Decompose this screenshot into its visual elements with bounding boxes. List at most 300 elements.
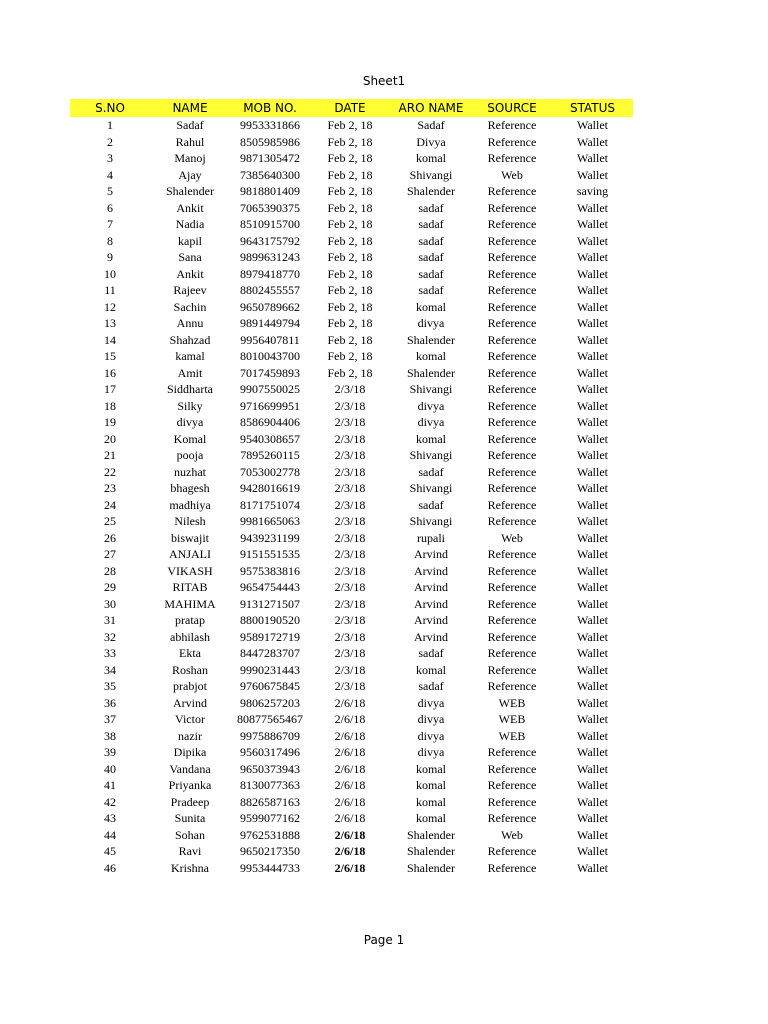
cell-aro-name: Shalender xyxy=(407,860,455,875)
cell-source: Web xyxy=(501,167,523,182)
cell-mob-no: 8586904406 xyxy=(240,415,300,430)
cell-mob-no: 7017459893 xyxy=(240,365,300,380)
cell-status: Wallet xyxy=(576,464,609,479)
cell-sno: 4 xyxy=(107,167,113,182)
table-row xyxy=(70,447,633,464)
cell-aro-name: sadaf xyxy=(418,646,444,661)
cell-date: 2/3/18 xyxy=(334,580,366,595)
table-row xyxy=(70,315,633,332)
cell-mob-no: 80877565467 xyxy=(237,712,303,727)
cell-aro-name: sadaf xyxy=(418,217,444,232)
column-header-source: SOURCE xyxy=(472,99,552,117)
cell-date: 2/3/18 xyxy=(334,514,366,529)
cell-source: Reference xyxy=(487,596,537,611)
cell-mob-no: 9907550025 xyxy=(240,382,300,397)
cell-date: Feb 2, 18 xyxy=(327,134,373,149)
cell-mob-no: 9899631243 xyxy=(240,250,300,265)
cell-name: kapil xyxy=(178,233,202,248)
sheet-title: Sheet1 xyxy=(362,74,406,88)
cell-date: Feb 2, 18 xyxy=(327,151,373,166)
cell-status: Wallet xyxy=(576,844,609,859)
column-header-mob-no: MOB NO. xyxy=(230,99,310,117)
cell-source: Reference xyxy=(487,299,537,314)
cell-mob-no: 8800190520 xyxy=(240,613,300,628)
column-header-name: NAME xyxy=(150,99,230,117)
cell-mob-no: 8171751074 xyxy=(240,497,300,512)
cell-status: Wallet xyxy=(576,695,609,710)
cell-aro-name: Sadaf xyxy=(417,118,445,133)
cell-name: biswajit xyxy=(171,530,209,545)
cell-aro-name: Shivangi xyxy=(409,382,453,397)
page-footer: Page 1 xyxy=(363,933,405,947)
table-row xyxy=(70,134,633,151)
cell-name: MAHIMA xyxy=(164,596,216,611)
cell-mob-no: 9439231199 xyxy=(240,530,300,545)
cell-name: VIKASH xyxy=(167,563,213,578)
cell-mob-no: 9599077162 xyxy=(240,811,300,826)
cell-source: Reference xyxy=(487,448,537,463)
cell-name: Amit xyxy=(177,365,203,380)
cell-aro-name: komal xyxy=(416,794,446,809)
cell-status: saving xyxy=(576,184,609,199)
cell-status: Wallet xyxy=(576,167,609,182)
cell-date: 2/3/18 xyxy=(334,596,366,611)
cell-status: Wallet xyxy=(576,200,609,215)
cell-source: Reference xyxy=(487,745,537,760)
cell-source: Reference xyxy=(487,398,537,413)
cell-sno: 1 xyxy=(107,118,113,133)
table-row xyxy=(70,464,633,481)
cell-mob-no: 8826587163 xyxy=(240,794,300,809)
cell-date: 2/6/18 xyxy=(334,712,366,727)
cell-sno: 30 xyxy=(104,596,116,611)
cell-status: Wallet xyxy=(576,134,609,149)
table-row xyxy=(70,530,633,547)
table-row xyxy=(70,596,633,613)
cell-status: Wallet xyxy=(576,431,609,446)
cell-sno: 14 xyxy=(104,332,116,347)
cell-name: Ankit xyxy=(176,266,204,281)
cell-mob-no: 9818801409 xyxy=(240,184,300,199)
cell-sno: 19 xyxy=(104,415,116,430)
cell-mob-no: 9956407811 xyxy=(240,332,300,347)
table-row xyxy=(70,480,633,497)
cell-mob-no: 9654754443 xyxy=(240,580,300,595)
cell-source: Reference xyxy=(487,382,537,397)
cell-mob-no: 9643175792 xyxy=(240,233,300,248)
cell-date: 2/3/18 xyxy=(334,464,366,479)
cell-source: Reference xyxy=(487,118,537,133)
cell-status: Wallet xyxy=(576,827,609,842)
cell-sno: 22 xyxy=(104,464,116,479)
cell-name: Ekta xyxy=(179,646,201,661)
cell-status: Wallet xyxy=(576,778,609,793)
cell-mob-no: 9151551535 xyxy=(240,547,300,562)
table-row xyxy=(70,546,633,563)
table-row xyxy=(70,431,633,448)
cell-name: Sohan xyxy=(175,827,205,842)
cell-source: Reference xyxy=(487,332,537,347)
cell-name: Nilesh xyxy=(174,514,206,529)
cell-source: Reference xyxy=(487,217,537,232)
cell-mob-no: 9131271507 xyxy=(240,596,300,611)
cell-status: Wallet xyxy=(576,728,609,743)
cell-name: Priyanka xyxy=(168,778,212,793)
column-header-sno: S.NO xyxy=(70,99,150,117)
column-header-status: STATUS xyxy=(552,99,633,117)
cell-mob-no: 9953331866 xyxy=(240,118,300,133)
cell-aro-name: Shalender xyxy=(407,365,455,380)
cell-mob-no: 9716699951 xyxy=(240,398,300,413)
cell-date: Feb 2, 18 xyxy=(327,167,373,182)
cell-date: 2/3/18 xyxy=(334,530,366,545)
table-row xyxy=(70,563,633,580)
cell-date: Feb 2, 18 xyxy=(327,250,373,265)
cell-sno: 43 xyxy=(104,811,116,826)
cell-mob-no: 7385640300 xyxy=(240,167,300,182)
cell-name: Annu xyxy=(176,316,204,331)
cell-sno: 32 xyxy=(104,629,116,644)
cell-date: Feb 2, 18 xyxy=(327,316,373,331)
table-row xyxy=(70,744,633,761)
cell-sno: 38 xyxy=(104,728,116,743)
cell-date: Feb 2, 18 xyxy=(327,349,373,364)
table-row xyxy=(70,678,633,695)
table-row xyxy=(70,827,633,844)
cell-mob-no: 9560317496 xyxy=(240,745,300,760)
table-row xyxy=(70,777,633,794)
cell-date: 2/3/18 xyxy=(334,662,366,677)
cell-aro-name: divya xyxy=(417,316,445,331)
cell-date: 2/6/18 xyxy=(334,761,366,776)
cell-source: Reference xyxy=(487,233,537,248)
table-row xyxy=(70,513,633,530)
cell-aro-name: divya xyxy=(417,398,445,413)
cell-date: Feb 2, 18 xyxy=(327,233,373,248)
cell-aro-name: sadaf xyxy=(418,464,444,479)
cell-mob-no: 9762531888 xyxy=(240,827,300,842)
cell-aro-name: Arvind xyxy=(414,563,448,578)
cell-sno: 13 xyxy=(104,316,116,331)
header-row xyxy=(70,99,633,117)
cell-date: Feb 2, 18 xyxy=(327,365,373,380)
cell-source: Reference xyxy=(487,794,537,809)
cell-status: Wallet xyxy=(576,316,609,331)
cell-source: Reference xyxy=(487,547,537,562)
cell-name: Nadia xyxy=(175,217,205,232)
cell-source: Reference xyxy=(487,563,537,578)
cell-aro-name: Divya xyxy=(416,134,446,149)
cell-aro-name: Arvind xyxy=(414,613,448,628)
cell-name: Sadaf xyxy=(176,118,204,133)
cell-aro-name: Arvind xyxy=(414,629,448,644)
cell-date: 2/6/18 xyxy=(334,827,366,842)
cell-status: Wallet xyxy=(576,563,609,578)
cell-status: Wallet xyxy=(576,514,609,529)
cell-source: Web xyxy=(501,530,523,545)
cell-aro-name: sadaf xyxy=(418,679,444,694)
cell-date: 2/6/18 xyxy=(334,844,366,859)
cell-mob-no: 9650789662 xyxy=(240,299,300,314)
table-row xyxy=(70,629,633,646)
cell-mob-no: 9990231443 xyxy=(240,662,300,677)
cell-source: Reference xyxy=(487,514,537,529)
cell-date: 2/3/18 xyxy=(334,398,366,413)
cell-name: nuzhat xyxy=(174,464,206,479)
cell-mob-no: 8010043700 xyxy=(240,349,300,364)
cell-source: Reference xyxy=(487,184,537,199)
cell-date: Feb 2, 18 xyxy=(327,200,373,215)
table-row xyxy=(70,497,633,514)
cell-status: Wallet xyxy=(576,233,609,248)
cell-source: Reference xyxy=(487,415,537,430)
cell-name: Victor xyxy=(175,712,205,727)
cell-aro-name: sadaf xyxy=(418,200,444,215)
cell-aro-name: divya xyxy=(417,712,445,727)
cell-source: Reference xyxy=(487,844,537,859)
table-row xyxy=(70,414,633,431)
cell-mob-no: 9428016619 xyxy=(240,481,300,496)
cell-source: WEB xyxy=(498,712,526,727)
cell-aro-name: rupali xyxy=(417,530,445,545)
cell-date: 2/3/18 xyxy=(334,547,366,562)
cell-mob-no: 9891449794 xyxy=(240,316,300,331)
cell-aro-name: komal xyxy=(416,349,446,364)
cell-aro-name: sadaf xyxy=(418,283,444,298)
cell-mob-no: 7065390375 xyxy=(240,200,300,215)
cell-source: Reference xyxy=(487,349,537,364)
cell-status: Wallet xyxy=(576,266,609,281)
cell-mob-no: 8979418770 xyxy=(240,266,300,281)
cell-status: Wallet xyxy=(576,250,609,265)
cell-name: Ankit xyxy=(176,200,204,215)
cell-source: Reference xyxy=(487,613,537,628)
cell-sno: 16 xyxy=(104,365,116,380)
cell-date: 2/3/18 xyxy=(334,679,366,694)
cell-mob-no: 8505985986 xyxy=(240,134,300,149)
cell-date: 2/6/18 xyxy=(334,745,366,760)
cell-date: 2/3/18 xyxy=(334,563,366,578)
cell-date: Feb 2, 18 xyxy=(327,217,373,232)
cell-source: Web xyxy=(501,827,523,842)
table-row xyxy=(70,695,633,712)
cell-name: Ravi xyxy=(178,844,202,859)
cell-date: Feb 2, 18 xyxy=(327,184,373,199)
cell-aro-name: sadaf xyxy=(418,250,444,265)
cell-name: prabjot xyxy=(173,679,207,694)
table-row xyxy=(70,183,633,200)
cell-status: Wallet xyxy=(576,745,609,760)
table-row xyxy=(70,645,633,662)
cell-status: Wallet xyxy=(576,629,609,644)
cell-source: Reference xyxy=(487,266,537,281)
cell-sno: 44 xyxy=(104,827,116,842)
table-row xyxy=(70,579,633,596)
cell-date: Feb 2, 18 xyxy=(327,332,373,347)
cell-date: 2/3/18 xyxy=(334,431,366,446)
cell-source: Reference xyxy=(487,431,537,446)
cell-sno: 42 xyxy=(104,794,116,809)
cell-name: Komal xyxy=(173,431,207,446)
cell-mob-no: 8447283707 xyxy=(240,646,300,661)
cell-date: 2/6/18 xyxy=(334,794,366,809)
cell-mob-no: 9981665063 xyxy=(240,514,300,529)
cell-sno: 31 xyxy=(104,613,116,628)
cell-sno: 15 xyxy=(104,349,116,364)
column-header-aro-name: ARO NAME xyxy=(390,99,472,117)
cell-aro-name: komal xyxy=(416,151,446,166)
cell-sno: 39 xyxy=(104,745,116,760)
cell-name: Silky xyxy=(177,398,203,413)
cell-aro-name: Shivangi xyxy=(409,481,453,496)
cell-name: Sachin xyxy=(173,299,207,314)
table-row xyxy=(70,365,633,382)
cell-status: Wallet xyxy=(576,382,609,397)
cell-source: Reference xyxy=(487,761,537,776)
cell-source: Reference xyxy=(487,481,537,496)
cell-sno: 37 xyxy=(104,712,116,727)
cell-mob-no: 9953444733 xyxy=(240,860,300,875)
cell-name: pooja xyxy=(176,448,204,463)
cell-name: Dipika xyxy=(173,745,207,760)
cell-aro-name: Shalender xyxy=(407,827,455,842)
cell-sno: 18 xyxy=(104,398,116,413)
cell-name: bhagesh xyxy=(170,481,210,496)
cell-name: pratap xyxy=(175,613,205,628)
cell-aro-name: sadaf xyxy=(418,233,444,248)
table-body xyxy=(70,117,633,876)
cell-mob-no: 9760675845 xyxy=(240,679,300,694)
cell-aro-name: komal xyxy=(416,811,446,826)
cell-mob-no: 9806257203 xyxy=(240,695,300,710)
cell-date: Feb 2, 18 xyxy=(327,118,373,133)
cell-date: 2/6/18 xyxy=(334,778,366,793)
cell-date: 2/6/18 xyxy=(334,811,366,826)
cell-source: Reference xyxy=(487,200,537,215)
cell-source: Reference xyxy=(487,151,537,166)
cell-sno: 3 xyxy=(107,151,113,166)
cell-aro-name: komal xyxy=(416,761,446,776)
cell-name: Rajeev xyxy=(173,283,207,298)
cell-source: Reference xyxy=(487,811,537,826)
cell-sno: 33 xyxy=(104,646,116,661)
cell-sno: 36 xyxy=(104,695,116,710)
cell-sno: 12 xyxy=(104,299,116,314)
cell-sno: 46 xyxy=(104,860,116,875)
cell-aro-name: Arvind xyxy=(414,547,448,562)
table-row xyxy=(70,150,633,167)
cell-status: Wallet xyxy=(576,365,609,380)
cell-status: Wallet xyxy=(576,415,609,430)
cell-name: kamal xyxy=(175,349,205,364)
cell-status: Wallet xyxy=(576,794,609,809)
cell-source: WEB xyxy=(498,728,526,743)
cell-name: ANJALI xyxy=(169,547,211,562)
cell-mob-no: 8130077363 xyxy=(240,778,300,793)
table-row xyxy=(70,398,633,415)
cell-date: 2/3/18 xyxy=(334,448,366,463)
cell-source: Reference xyxy=(487,778,537,793)
cell-aro-name: divya xyxy=(417,415,445,430)
cell-sno: 35 xyxy=(104,679,116,694)
cell-sno: 8 xyxy=(107,233,113,248)
cell-status: Wallet xyxy=(576,349,609,364)
table-row xyxy=(70,381,633,398)
cell-status: Wallet xyxy=(576,679,609,694)
data-table xyxy=(70,99,633,876)
cell-name: Rahul xyxy=(175,134,205,149)
cell-aro-name: komal xyxy=(416,778,446,793)
cell-status: Wallet xyxy=(576,646,609,661)
cell-mob-no: 9871305472 xyxy=(240,151,300,166)
table-row xyxy=(70,299,633,316)
cell-mob-no: 9589172719 xyxy=(240,629,300,644)
cell-name: Arvind xyxy=(173,695,207,710)
cell-date: 2/3/18 xyxy=(334,629,366,644)
cell-name: divya xyxy=(176,415,204,430)
cell-status: Wallet xyxy=(576,332,609,347)
cell-sno: 29 xyxy=(104,580,116,595)
cell-name: Sana xyxy=(178,250,202,265)
cell-mob-no: 9650373943 xyxy=(240,761,300,776)
table-row xyxy=(70,282,633,299)
cell-sno: 23 xyxy=(104,481,116,496)
cell-source: Reference xyxy=(487,283,537,298)
cell-source: Reference xyxy=(487,316,537,331)
cell-aro-name: komal xyxy=(416,662,446,677)
cell-sno: 5 xyxy=(107,184,113,199)
cell-date: 2/3/18 xyxy=(334,382,366,397)
table-row xyxy=(70,794,633,811)
cell-sno: 7 xyxy=(107,217,113,232)
cell-name: Siddharta xyxy=(167,382,213,397)
cell-name: Pradeep xyxy=(170,794,210,809)
cell-source: Reference xyxy=(487,464,537,479)
cell-sno: 25 xyxy=(104,514,116,529)
table-row xyxy=(70,711,633,728)
cell-aro-name: divya xyxy=(417,728,445,743)
cell-date: 2/3/18 xyxy=(334,613,366,628)
cell-status: Wallet xyxy=(576,860,609,875)
cell-sno: 40 xyxy=(104,761,116,776)
cell-name: nazir xyxy=(178,728,202,743)
cell-aro-name: Arvind xyxy=(414,580,448,595)
cell-source: WEB xyxy=(498,695,526,710)
cell-sno: 45 xyxy=(104,844,116,859)
cell-sno: 6 xyxy=(107,200,113,215)
cell-source: Reference xyxy=(487,646,537,661)
cell-source: Reference xyxy=(487,580,537,595)
cell-mob-no: 9540308657 xyxy=(240,431,300,446)
cell-source: Reference xyxy=(487,134,537,149)
cell-aro-name: Shivangi xyxy=(409,514,453,529)
cell-status: Wallet xyxy=(576,151,609,166)
cell-status: Wallet xyxy=(576,580,609,595)
cell-date: 2/3/18 xyxy=(334,415,366,430)
table-row xyxy=(70,810,633,827)
cell-sno: 21 xyxy=(104,448,116,463)
cell-name: Shalender xyxy=(166,184,214,199)
table-row xyxy=(70,200,633,217)
cell-date: Feb 2, 18 xyxy=(327,266,373,281)
cell-date: 2/6/18 xyxy=(334,860,366,875)
cell-sno: 28 xyxy=(104,563,116,578)
cell-status: Wallet xyxy=(576,448,609,463)
cell-status: Wallet xyxy=(576,398,609,413)
table-row xyxy=(70,117,633,134)
cell-date: 2/6/18 xyxy=(334,695,366,710)
cell-aro-name: Shalender xyxy=(407,184,455,199)
